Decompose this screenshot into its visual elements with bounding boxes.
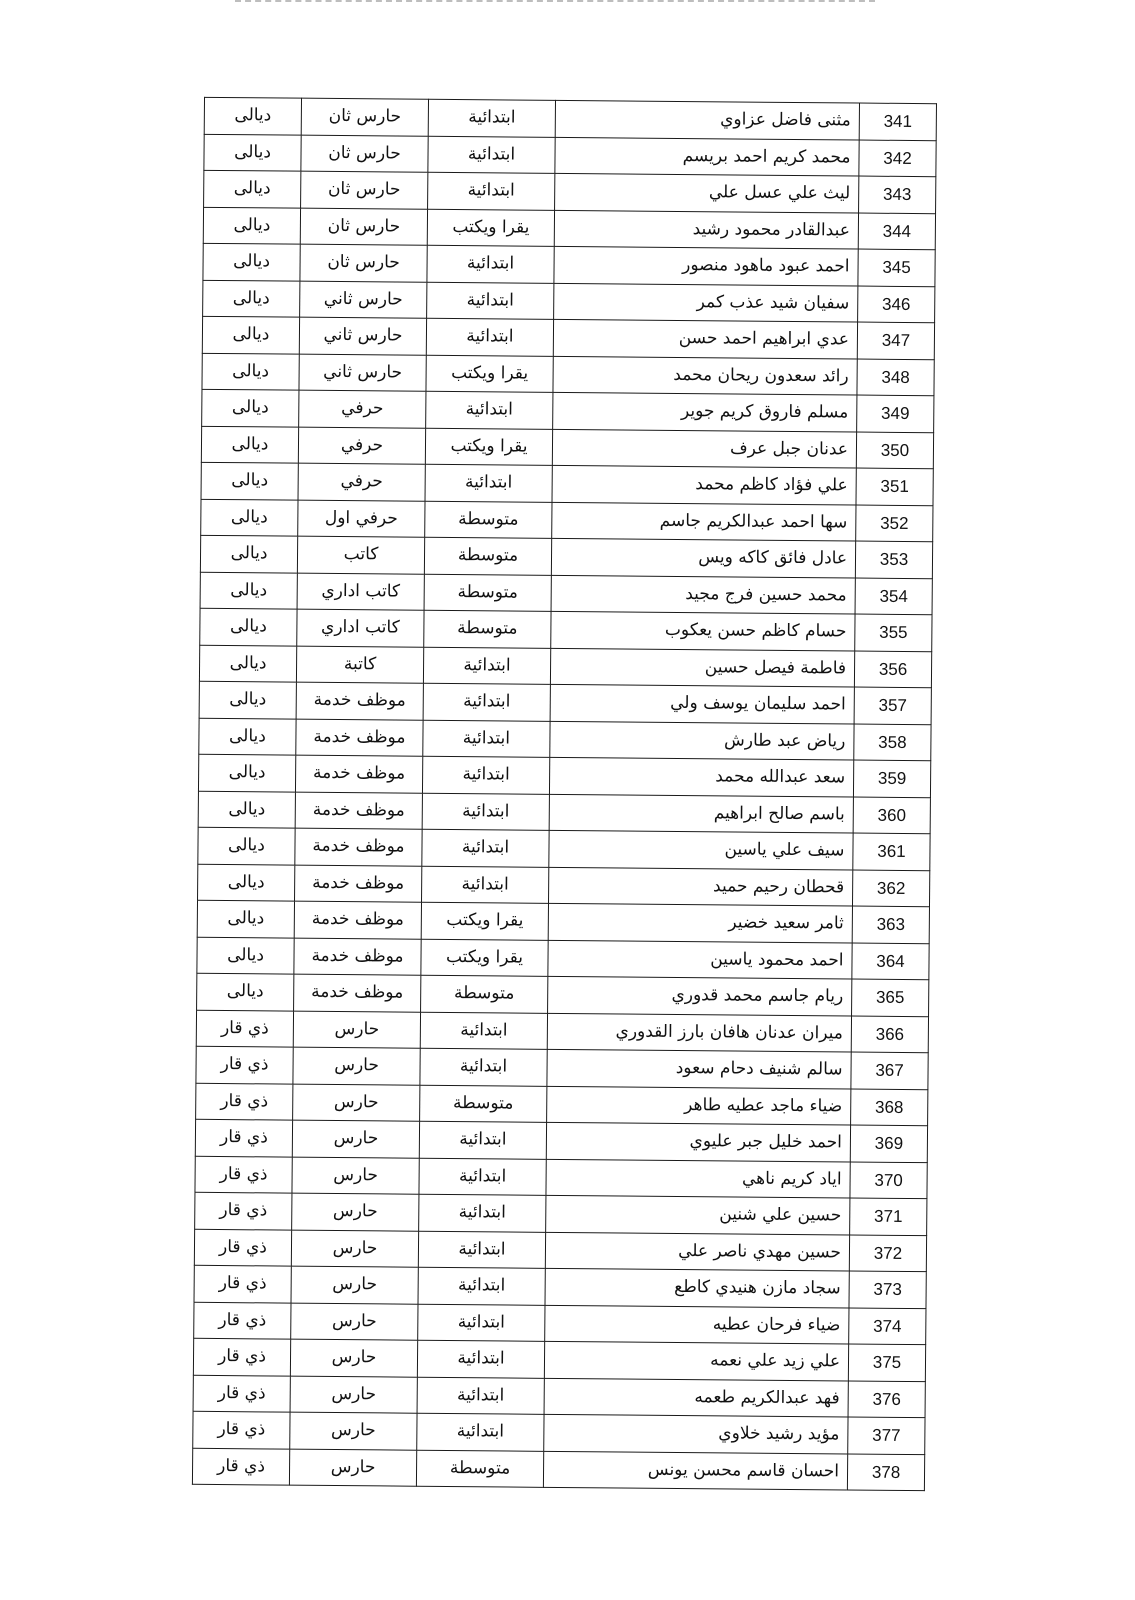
- row-number-cell: 361: [853, 833, 930, 870]
- job-title-cell: حارس: [292, 1157, 419, 1195]
- job-title-cell: موظف خدمة: [295, 865, 422, 903]
- employee-name-cell: احمد خليل جبر عليوي: [546, 1122, 850, 1161]
- job-title-cell: حارس ثان: [301, 98, 428, 136]
- row-number-cell: 367: [851, 1052, 928, 1089]
- education-level-cell: ابتدائية: [427, 245, 554, 283]
- education-level-cell: ابتدائية: [417, 1413, 544, 1451]
- province-cell: ديالى: [201, 426, 298, 463]
- province-cell: ديالى: [203, 243, 300, 280]
- province-cell: ذي قار: [196, 1083, 293, 1120]
- table-row: [195, 1192, 927, 1235]
- roster-table-body: [192, 97, 936, 1490]
- province-cell: ذي قار: [195, 1119, 292, 1156]
- employee-name-cell: سالم شنيف دحام سعود: [547, 1049, 851, 1088]
- table-row: [204, 97, 936, 140]
- education-level-cell: يقرا ويكتب: [426, 355, 553, 393]
- table-row: [201, 499, 933, 542]
- employee-name-cell: مثنى فاضل عزاوي: [555, 100, 859, 139]
- table-row: [200, 608, 932, 651]
- table-row: [192, 1448, 924, 1491]
- job-title-cell: حارس: [292, 1193, 419, 1231]
- province-cell: ديالى: [204, 97, 301, 134]
- row-number-cell: 345: [858, 249, 935, 286]
- row-number-cell: 355: [855, 614, 932, 651]
- employee-name-cell: عدي ابراهيم احمد حسن: [553, 319, 857, 358]
- education-level-cell: ابتدائية: [420, 1012, 547, 1050]
- job-title-cell: حارس: [291, 1230, 418, 1268]
- row-number-cell: 346: [858, 286, 935, 323]
- employee-name-cell: احمد محمود ياسين: [548, 940, 852, 979]
- row-number-cell: 366: [851, 1016, 928, 1053]
- province-cell: ذي قار: [195, 1192, 292, 1229]
- province-cell: ديالى: [199, 681, 296, 718]
- education-level-cell: ابتدائية: [428, 172, 555, 210]
- table-row: [202, 353, 934, 396]
- education-level-cell: ابتدائية: [428, 136, 555, 174]
- row-number-cell: 342: [859, 140, 936, 177]
- employee-name-cell: رياض عبد طارش: [550, 721, 854, 760]
- education-level-cell: ابتدائية: [425, 464, 552, 502]
- row-number-cell: 353: [855, 541, 932, 578]
- table-row: [196, 1083, 928, 1126]
- employee-name-cell: عادل فائق كاكه ويس: [551, 538, 855, 577]
- employee-name-cell: احمد عبود ماهود منصور: [554, 246, 858, 285]
- job-title-cell: حارس ثاني: [299, 317, 426, 355]
- employee-name-cell: محمد كريم احمد بريسم: [555, 137, 859, 176]
- employee-name-cell: ضياء فرحان عطيه: [545, 1305, 849, 1344]
- job-title-cell: حارس: [290, 1412, 417, 1450]
- employee-name-cell: حسين علي شنين: [546, 1195, 850, 1234]
- province-cell: ديالى: [203, 280, 300, 317]
- table-row: [193, 1411, 925, 1454]
- education-level-cell: متوسطة: [420, 1085, 547, 1123]
- job-title-cell: حرفي: [298, 427, 425, 465]
- table-row: [193, 1338, 925, 1381]
- education-level-cell: ابتدائية: [419, 1121, 546, 1159]
- province-cell: ديالى: [203, 207, 300, 244]
- job-title-cell: حارس: [290, 1339, 417, 1377]
- job-title-cell: حارس ثاني: [300, 281, 427, 319]
- employee-name-cell: حسام كاظم حسن يعكوب: [551, 611, 855, 650]
- job-title-cell: موظف خدمة: [294, 901, 421, 939]
- province-cell: ذي قار: [196, 1010, 293, 1047]
- province-cell: ديالى: [200, 535, 297, 572]
- table-row: [197, 937, 929, 980]
- row-number-cell: 364: [852, 943, 929, 980]
- province-cell: ديالى: [197, 900, 294, 937]
- job-title-cell: حارس: [290, 1376, 417, 1414]
- employee-name-cell: عبدالقادر محمود رشيد: [554, 210, 858, 249]
- table-row: [200, 572, 932, 615]
- job-title-cell: حارس ثان: [301, 135, 428, 173]
- employee-name-cell: ريام جاسم محمد قدوري: [548, 976, 852, 1015]
- employee-name-cell: قحطان رحيم حميد: [549, 867, 853, 906]
- province-cell: ذي قار: [193, 1411, 290, 1448]
- table-row: [201, 462, 933, 505]
- row-number-cell: 344: [858, 213, 935, 250]
- table-row: [197, 900, 929, 943]
- table-row: [198, 827, 930, 870]
- education-level-cell: ابتدائية: [417, 1377, 544, 1415]
- table-row: [198, 754, 930, 797]
- employee-name-cell: مؤيد رشيد خلاوي: [544, 1414, 848, 1453]
- table-row: [203, 280, 935, 323]
- job-title-cell: حارس: [291, 1303, 418, 1341]
- education-level-cell: ابتدائية: [422, 793, 549, 831]
- row-number-cell: 348: [857, 359, 934, 396]
- province-cell: ذي قار: [195, 1156, 292, 1193]
- education-level-cell: متوسطة: [421, 975, 548, 1013]
- education-level-cell: ابتدائية: [420, 1048, 547, 1086]
- job-title-cell: حارس: [293, 1011, 420, 1049]
- row-number-cell: 341: [859, 103, 936, 140]
- job-title-cell: كاتب اداري: [297, 573, 424, 611]
- row-number-cell: 372: [849, 1235, 926, 1272]
- education-level-cell: ابتدائية: [426, 318, 553, 356]
- row-number-cell: 362: [852, 870, 929, 907]
- employee-name-cell: ليث علي عسل علي: [555, 173, 859, 212]
- province-cell: ديالى: [202, 353, 299, 390]
- table-row: [202, 389, 934, 432]
- employee-name-cell: احمد سليمان يوسف ولي: [550, 684, 854, 723]
- job-title-cell: موظف خدمة: [295, 755, 422, 793]
- education-level-cell: ابتدائية: [418, 1304, 545, 1342]
- education-level-cell: ابتدائية: [418, 1231, 545, 1269]
- job-title-cell: حرفي: [298, 463, 425, 501]
- row-number-cell: 378: [847, 1453, 924, 1490]
- education-level-cell: متوسطة: [424, 574, 551, 612]
- employee-name-cell: عدنان جبل عرف: [552, 429, 856, 468]
- education-level-cell: ابتدائية: [418, 1267, 545, 1305]
- employee-name-cell: سها احمد عبدالكريم جاسم: [552, 502, 856, 541]
- job-title-cell: موظف خدمة: [296, 682, 423, 720]
- employee-name-cell: مسلم فاروق كريم جوير: [553, 392, 857, 431]
- province-cell: ديالى: [197, 937, 294, 974]
- province-cell: ذي قار: [196, 1046, 293, 1083]
- education-level-cell: يقرا ويكتب: [421, 939, 548, 977]
- province-cell: ديالى: [201, 499, 298, 536]
- row-number-cell: 368: [851, 1089, 928, 1126]
- education-level-cell: ابتدائية: [419, 1158, 546, 1196]
- education-level-cell: ابتدائية: [427, 282, 554, 320]
- document-sheet: [192, 97, 911, 1491]
- education-level-cell: ابتدائية: [422, 756, 549, 794]
- table-row: [199, 681, 931, 724]
- employee-name-cell: ثامر سعيد خضير: [548, 903, 852, 942]
- row-number-cell: 359: [853, 760, 930, 797]
- education-level-cell: يقرا ويكتب: [421, 902, 548, 940]
- table-row: [195, 1119, 927, 1162]
- employee-name-cell: فاطمة فيصل حسين: [550, 648, 854, 687]
- row-number-cell: 350: [856, 432, 933, 469]
- table-row: [199, 645, 931, 688]
- employee-name-cell: اياد كريم ناهي: [546, 1159, 850, 1198]
- province-cell: ديالى: [202, 389, 299, 426]
- table-row: [194, 1265, 926, 1308]
- education-level-cell: يقرا ويكتب: [425, 428, 552, 466]
- row-number-cell: 365: [852, 979, 929, 1016]
- province-cell: ديالى: [198, 754, 295, 791]
- job-title-cell: موظف خدمة: [294, 974, 421, 1012]
- employee-name-cell: علي زيد علي نعمه: [544, 1341, 848, 1380]
- table-row: [204, 170, 936, 213]
- row-number-cell: 377: [848, 1417, 925, 1454]
- row-number-cell: 374: [849, 1308, 926, 1345]
- province-cell: ذي قار: [192, 1448, 289, 1485]
- education-level-cell: ابتدائية: [428, 99, 555, 137]
- education-level-cell: ابتدائية: [423, 683, 550, 721]
- employee-name-cell: سعد عبدالله محمد: [549, 757, 853, 796]
- row-number-cell: 376: [848, 1381, 925, 1418]
- education-level-cell: ابتدائية: [417, 1340, 544, 1378]
- roster-table: [192, 97, 937, 1491]
- table-row: [203, 243, 935, 286]
- row-number-cell: 349: [857, 395, 934, 432]
- employee-name-cell: باسم صالح ابراهيم: [549, 794, 853, 833]
- employee-name-cell: ضياء ماجد عطيه طاهر: [547, 1086, 851, 1125]
- province-cell: ذي قار: [194, 1302, 291, 1339]
- province-cell: ديالى: [200, 572, 297, 609]
- job-title-cell: كاتبة: [296, 646, 423, 684]
- education-level-cell: متوسطة: [416, 1450, 543, 1488]
- employee-name-cell: فهد عبدالكريم طعمه: [544, 1378, 848, 1417]
- row-number-cell: 373: [849, 1271, 926, 1308]
- job-title-cell: حرفي اول: [298, 500, 425, 538]
- table-row: [195, 1156, 927, 1199]
- employee-name-cell: محمد حسين فرج مجيد: [551, 575, 855, 614]
- job-title-cell: كاتب اداري: [297, 609, 424, 647]
- table-row: [197, 973, 929, 1016]
- job-title-cell: حرفي: [299, 390, 426, 428]
- employee-name-cell: ميران عدنان هافان بارز القدوري: [547, 1013, 851, 1052]
- row-number-cell: 354: [855, 578, 932, 615]
- scan-edge-line: [235, 0, 875, 2]
- table-row: [193, 1375, 925, 1418]
- row-number-cell: 347: [857, 322, 934, 359]
- row-number-cell: 363: [852, 906, 929, 943]
- row-number-cell: 370: [850, 1162, 927, 1199]
- table-row: [194, 1302, 926, 1345]
- employee-name-cell: سفيان شيد عذب كمر: [554, 283, 858, 322]
- education-level-cell: ابتدائية: [422, 866, 549, 904]
- education-level-cell: يقرا ويكتب: [427, 209, 554, 247]
- education-level-cell: متوسطة: [425, 501, 552, 539]
- job-title-cell: موظف خدمة: [295, 792, 422, 830]
- row-number-cell: 371: [850, 1198, 927, 1235]
- province-cell: ديالى: [200, 608, 297, 645]
- job-title-cell: حارس ثان: [300, 244, 427, 282]
- province-cell: ديالى: [198, 864, 295, 901]
- province-cell: ذي قار: [194, 1229, 291, 1266]
- job-title-cell: موظف خدمة: [294, 938, 421, 976]
- province-cell: ديالى: [199, 718, 296, 755]
- province-cell: ذي قار: [193, 1338, 290, 1375]
- province-cell: ديالى: [199, 645, 296, 682]
- table-row: [199, 718, 931, 761]
- province-cell: ديالى: [202, 316, 299, 353]
- table-row: [201, 426, 933, 469]
- job-title-cell: حارس: [293, 1047, 420, 1085]
- province-cell: ديالى: [204, 170, 301, 207]
- employee-name-cell: سجاد مازن هنيدي كاطع: [545, 1268, 849, 1307]
- table-row: [198, 791, 930, 834]
- employee-name-cell: رائد سعدون ريحان محمد: [553, 356, 857, 395]
- education-level-cell: ابتدائية: [422, 829, 549, 867]
- row-number-cell: 352: [856, 505, 933, 542]
- row-number-cell: 343: [859, 176, 936, 213]
- table-row: [203, 207, 935, 250]
- table-row: [200, 535, 932, 578]
- education-level-cell: ابتدائية: [423, 647, 550, 685]
- table-row: [198, 864, 930, 907]
- employee-name-cell: احسان قاسم محسن يونس: [543, 1451, 847, 1490]
- job-title-cell: حارس: [289, 1449, 416, 1487]
- province-cell: ديالى: [197, 973, 294, 1010]
- education-level-cell: ابتدائية: [423, 720, 550, 758]
- row-number-cell: 356: [854, 651, 931, 688]
- table-row: [194, 1229, 926, 1272]
- job-title-cell: موظف خدمة: [296, 719, 423, 757]
- job-title-cell: موظف خدمة: [295, 828, 422, 866]
- job-title-cell: حارس ثان: [300, 208, 427, 246]
- table-row: [196, 1046, 928, 1089]
- employee-name-cell: حسين مهدي ناصر علي: [545, 1232, 849, 1271]
- province-cell: ذي قار: [193, 1375, 290, 1412]
- job-title-cell: حارس: [292, 1120, 419, 1158]
- province-cell: ذي قار: [194, 1265, 291, 1302]
- employee-name-cell: علي فؤاد كاظم محمد: [552, 465, 856, 504]
- education-level-cell: متوسطة: [424, 610, 551, 648]
- row-number-cell: 375: [848, 1344, 925, 1381]
- table-row: [202, 316, 934, 359]
- job-title-cell: كاتب: [297, 536, 424, 574]
- province-cell: ديالى: [198, 827, 295, 864]
- education-level-cell: ابتدائية: [426, 391, 553, 429]
- row-number-cell: 358: [854, 724, 931, 761]
- table-row: [204, 134, 936, 177]
- province-cell: ديالى: [204, 134, 301, 171]
- province-cell: ديالى: [201, 462, 298, 499]
- education-level-cell: متوسطة: [424, 537, 551, 575]
- row-number-cell: 357: [854, 687, 931, 724]
- row-number-cell: 360: [853, 797, 930, 834]
- job-title-cell: حارس ثان: [301, 171, 428, 209]
- row-number-cell: 351: [856, 468, 933, 505]
- education-level-cell: ابتدائية: [419, 1194, 546, 1232]
- table-row: [196, 1010, 928, 1053]
- job-title-cell: حارس ثاني: [299, 354, 426, 392]
- employee-name-cell: سيف علي ياسين: [549, 830, 853, 869]
- job-title-cell: حارس: [291, 1266, 418, 1304]
- province-cell: ديالى: [198, 791, 295, 828]
- job-title-cell: حارس: [293, 1084, 420, 1122]
- row-number-cell: 369: [850, 1125, 927, 1162]
